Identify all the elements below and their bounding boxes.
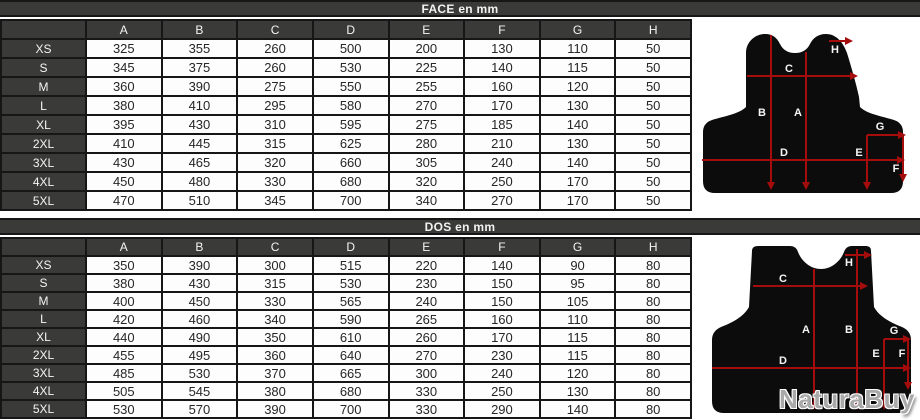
value-cell: 290 [464,400,540,418]
value-cell: 260 [389,328,465,346]
value-cell: 275 [389,115,465,134]
value-cell: 50 [615,39,691,58]
label-d: D [780,147,788,159]
value-cell: 440 [86,328,162,346]
value-cell: 80 [615,364,691,382]
row-header-m: M [1,292,86,310]
value-cell: 315 [237,134,313,153]
row-header-3xl: 3XL [1,364,86,382]
value-cell: 360 [86,77,162,96]
column-header-f: F [464,238,540,256]
value-cell: 465 [162,153,238,172]
value-cell: 140 [540,115,616,134]
value-cell: 530 [162,364,238,382]
value-cell: 495 [162,346,238,364]
value-cell: 400 [86,292,162,310]
row-header-2xl: 2XL [1,346,86,364]
value-cell: 120 [540,77,616,96]
label-h: H [845,257,853,269]
value-cell: 50 [615,191,691,210]
value-cell: 375 [162,58,238,77]
value-cell: 340 [389,191,465,210]
face-size-table [0,19,692,211]
value-cell: 330 [389,382,465,400]
value-cell: 170 [540,172,616,191]
label-f: F [898,348,906,360]
value-cell: 170 [540,191,616,210]
value-cell: 110 [540,310,616,328]
value-cell: 170 [464,328,540,346]
value-cell: 570 [162,400,238,418]
label-c: C [779,273,787,285]
value-cell: 430 [86,153,162,172]
value-cell: 700 [313,191,389,210]
row-header-3xl: 3XL [1,153,86,172]
value-cell: 80 [615,310,691,328]
corner-header-cell [1,238,86,256]
value-cell: 390 [162,256,238,274]
value-cell: 80 [615,328,691,346]
table-row [1,400,691,418]
value-cell: 300 [389,364,465,382]
row-header-xl: XL [1,115,86,134]
table-row [1,292,691,310]
value-cell: 455 [86,346,162,364]
face-vest-svg [698,19,918,213]
value-cell: 485 [86,364,162,382]
value-cell: 380 [86,96,162,115]
value-cell: 150 [464,274,540,292]
value-cell: 90 [540,256,616,274]
value-cell: 460 [162,310,238,328]
value-cell: 220 [389,256,465,274]
value-cell: 420 [86,310,162,328]
row-header-s: S [1,58,86,77]
face-vest-diagram [698,19,918,213]
value-cell: 580 [313,96,389,115]
value-cell: 490 [162,328,238,346]
table-row [1,256,691,274]
label-b: B [758,107,766,119]
value-cell: 530 [86,400,162,418]
value-cell: 530 [313,274,389,292]
value-cell: 150 [464,292,540,310]
column-header-c: C [237,20,313,39]
dos-size-table [0,237,692,419]
value-cell: 345 [86,58,162,77]
value-cell: 280 [389,134,465,153]
column-header-g: G [540,238,616,256]
value-cell: 130 [540,134,616,153]
value-cell: 310 [237,115,313,134]
value-cell: 50 [615,153,691,172]
value-cell: 80 [615,346,691,364]
value-cell: 140 [540,153,616,172]
value-cell: 140 [464,58,540,77]
column-header-e: E [389,20,465,39]
value-cell: 270 [389,346,465,364]
value-cell: 115 [540,58,616,77]
value-cell: 270 [389,96,465,115]
value-cell: 350 [86,256,162,274]
label-c: C [785,63,793,75]
value-cell: 250 [464,382,540,400]
table-row [1,96,691,115]
value-cell: 50 [615,77,691,96]
value-cell: 240 [464,153,540,172]
value-cell: 545 [162,382,238,400]
row-header-4xl: 4XL [1,172,86,191]
label-b: B [845,324,853,336]
label-d: D [779,355,787,367]
row-header-5xl: 5XL [1,191,86,210]
value-cell: 160 [464,310,540,328]
column-header-row [1,238,691,256]
value-cell: 380 [86,274,162,292]
table-row [1,328,691,346]
label-a: A [794,107,802,119]
value-cell: 50 [615,96,691,115]
value-cell: 50 [615,58,691,77]
value-cell: 105 [540,292,616,310]
value-cell: 300 [237,256,313,274]
value-cell: 255 [389,77,465,96]
value-cell: 480 [162,172,238,191]
value-cell: 160 [464,77,540,96]
column-header-row [1,20,691,39]
value-cell: 95 [540,274,616,292]
column-header-d: D [313,20,389,39]
row-header-xs: XS [1,256,86,274]
value-cell: 330 [237,292,313,310]
value-cell: 295 [237,96,313,115]
value-cell: 550 [313,77,389,96]
column-header-g: G [540,20,616,39]
column-header-h: H [615,20,691,39]
value-cell: 660 [313,153,389,172]
value-cell: 130 [540,96,616,115]
label-e: E [855,147,863,159]
value-cell: 275 [237,77,313,96]
value-cell: 395 [86,115,162,134]
value-cell: 120 [540,364,616,382]
value-cell: 515 [313,256,389,274]
value-cell: 530 [313,58,389,77]
table-row [1,153,691,172]
table-row [1,115,691,134]
value-cell: 510 [162,191,238,210]
table-row [1,77,691,96]
table-row [1,58,691,77]
value-cell: 270 [464,191,540,210]
value-cell: 230 [464,346,540,364]
value-cell: 50 [615,115,691,134]
value-cell: 565 [313,292,389,310]
value-cell: 500 [313,39,389,58]
value-cell: 320 [389,172,465,191]
corner-header-cell [1,20,86,39]
row-header-l: L [1,310,86,328]
value-cell: 265 [389,310,465,328]
table-row [1,191,691,210]
value-cell: 680 [313,172,389,191]
value-cell: 230 [389,274,465,292]
value-cell: 140 [540,400,616,418]
table-row [1,39,691,58]
value-cell: 170 [464,96,540,115]
row-header-5xl: 5XL [1,400,86,418]
value-cell: 370 [237,364,313,382]
label-g: G [889,325,899,337]
row-header-xs: XS [1,39,86,58]
row-header-xl: XL [1,328,86,346]
label-a: A [802,324,810,336]
value-cell: 610 [313,328,389,346]
value-cell: 200 [389,39,465,58]
value-cell: 410 [86,134,162,153]
dos-table-title: DOS en mm [0,218,920,235]
value-cell: 115 [540,346,616,364]
label-e: E [872,348,880,360]
column-header-a: A [86,238,162,256]
value-cell: 130 [464,39,540,58]
value-cell: 50 [615,172,691,191]
vest-front-silhouette [703,34,903,193]
table-row [1,274,691,292]
value-cell: 390 [162,77,238,96]
value-cell: 80 [615,292,691,310]
column-header-e: E [389,238,465,256]
value-cell: 80 [615,256,691,274]
table-row [1,346,691,364]
value-cell: 355 [162,39,238,58]
column-header-b: B [162,20,238,39]
row-header-l: L [1,96,86,115]
value-cell: 185 [464,115,540,134]
label-g: G [875,121,885,133]
value-cell: 430 [162,274,238,292]
value-cell: 590 [313,310,389,328]
value-cell: 640 [313,346,389,364]
value-cell: 505 [86,382,162,400]
value-cell: 80 [615,382,691,400]
value-cell: 360 [237,346,313,364]
value-cell: 330 [389,400,465,418]
column-header-d: D [313,238,389,256]
column-header-f: F [464,20,540,39]
value-cell: 410 [162,96,238,115]
value-cell: 700 [313,400,389,418]
column-header-a: A [86,20,162,39]
value-cell: 240 [464,364,540,382]
value-cell: 430 [162,115,238,134]
value-cell: 325 [86,39,162,58]
value-cell: 130 [540,382,616,400]
value-cell: 470 [86,191,162,210]
value-cell: 320 [237,153,313,172]
value-cell: 350 [237,328,313,346]
row-header-m: M [1,77,86,96]
column-header-c: C [237,238,313,256]
value-cell: 305 [389,153,465,172]
label-h: H [831,44,839,56]
value-cell: 260 [237,58,313,77]
label-f: F [892,163,900,175]
table-row [1,364,691,382]
column-header-h: H [615,238,691,256]
value-cell: 665 [313,364,389,382]
value-cell: 450 [86,172,162,191]
value-cell: 110 [540,39,616,58]
value-cell: 210 [464,134,540,153]
value-cell: 380 [237,382,313,400]
value-cell: 340 [237,310,313,328]
table-row [1,172,691,191]
value-cell: 345 [237,191,313,210]
table-row [1,134,691,153]
value-cell: 625 [313,134,389,153]
value-cell: 50 [615,134,691,153]
value-cell: 390 [237,400,313,418]
value-cell: 260 [237,39,313,58]
value-cell: 80 [615,274,691,292]
value-cell: 315 [237,274,313,292]
row-header-2xl: 2XL [1,134,86,153]
value-cell: 140 [464,256,540,274]
value-cell: 250 [464,172,540,191]
value-cell: 680 [313,382,389,400]
value-cell: 595 [313,115,389,134]
column-header-b: B [162,238,238,256]
naturabuy-watermark: NaturaBuy [779,384,915,414]
value-cell: 240 [389,292,465,310]
value-cell: 450 [162,292,238,310]
face-table-title: FACE en mm [0,0,920,17]
value-cell: 115 [540,328,616,346]
value-cell: 445 [162,134,238,153]
value-cell: 80 [615,400,691,418]
row-header-s: S [1,274,86,292]
row-header-4xl: 4XL [1,382,86,400]
value-cell: 225 [389,58,465,77]
value-cell: 330 [237,172,313,191]
table-row [1,310,691,328]
table-row [1,382,691,400]
